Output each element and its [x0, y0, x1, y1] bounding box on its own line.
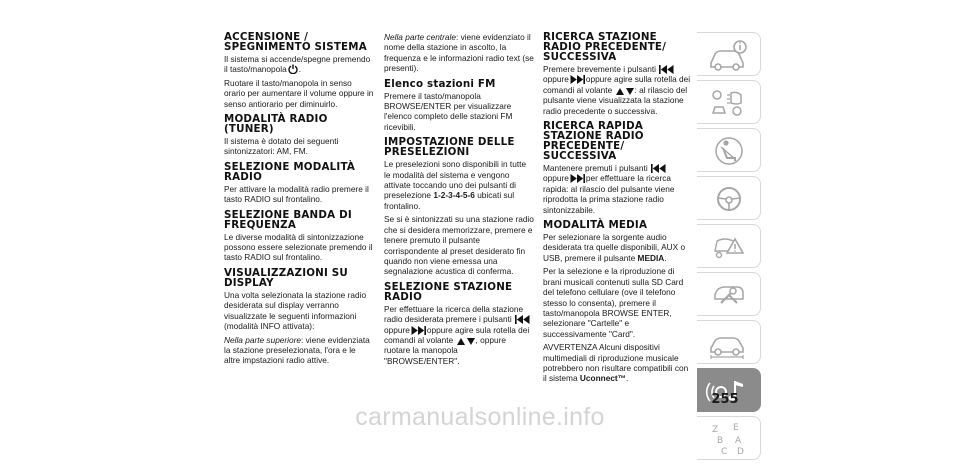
- tab-dashboard-lights[interactable]: [697, 80, 761, 124]
- para-ricerca-precedente: Premere brevemente i pulsanti oppure oppure agire sulla rotella dei comandi al volante : al rilascio del pulsante viene visualizzata la stazione radio precedente o successiva.: [543, 64, 691, 116]
- tab-service-tools[interactable]: [697, 272, 761, 316]
- para-preselezioni-2: Se si è sintonizzati su una stazione radio che si desidera memorizzare, premere e tenere premuto il pulsante corrispondente al preset desiderato fin quando non viene emessa una segnalazione acustica di conferma.: [384, 214, 534, 277]
- para-preselezioni-1: Le preselezioni sono disponibili in tutte le modalità del sistema e vengono attivate toccando uno dei pulsanti di preselezione 1-2-3-4-5-6 ubicati sul frontalino.: [384, 159, 527, 211]
- car-info-icon: [697, 33, 761, 77]
- seek-forward-icon: [570, 174, 585, 183]
- para-visualizzazioni: Una volta selezionata la stazione radio desiderata sul display verranno visualizzate le seguenti informazioni (modalità INFO attivata):: [224, 289, 367, 332]
- para-selezione-modalita: Per attivare la modalità radio premere il tasto RADIO sul frontalino.: [224, 183, 369, 205]
- para-ricerca-rapida: Mantenere premuti i pulsanti oppure per effettuare la ricerca rapida: al rilascio del pulsante viene riprodotta la prima stazione radio sintonizzabile.: [543, 163, 675, 215]
- para-media-avvertenza: AVVERTENZA Alcuni dispositivi multimediali di riproduzione musicale potrebbero non risultare compatibili con il sistema Uconnect™.: [543, 342, 689, 384]
- wheel-down-arrow-icon: [467, 338, 475, 345]
- text-column-1: [224, 32, 374, 371]
- heading-visualizzazioni: VISUALIZZAZIONI SU DISPLAY: [224, 266, 348, 289]
- wheel-up-arrow-icon: [616, 88, 624, 95]
- heading-elenco-stazioni: Elenco stazioni FM: [384, 77, 496, 90]
- wheel-up-arrow-icon: [457, 338, 465, 345]
- seek-back-icon: [515, 315, 530, 324]
- para-selezione-stazione: Per effettuare la ricerca della stazione radio desiderata premere i pulsanti oppure oppure agire sula rotella dei comandi al volante , oppure ruotare la manopola "BROWSE/ENTER".: [384, 303, 530, 366]
- para-tuner: Il sistema è dotato dei seguenti sintonizzatori: AM, FM.: [224, 136, 339, 157]
- power-knob-icon: [288, 64, 298, 74]
- wheel-down-arrow-icon: [626, 88, 634, 95]
- para-accensione-2: Ruotare il tasto/manopola in senso orario per aumentare il volume oppure in senso antiorario per diminuirlo.: [224, 77, 374, 109]
- heading-modalita-radio: MODALITÀ RADIO (TUNER): [224, 113, 328, 136]
- para-parte-centrale: Nella parte centrale: viene evidenziato il nome della stazione in ascolto, la frequenza e le informazioni radio text (se presenti).: [384, 32, 534, 74]
- para-parte-superiore: Nella parte superiore: viene evidenziata la stazione preselezionata, l'ora e le altre impstazioni radio attive.: [224, 334, 370, 366]
- heading-selezione-modalita: SELEZIONE MODALITÀ RADIO: [224, 160, 356, 183]
- tab-seat-safety[interactable]: [697, 128, 761, 172]
- seek-back-icon: [651, 164, 666, 173]
- specs-car-icon: [697, 321, 761, 365]
- seat-safety-icon: [697, 129, 761, 173]
- index-letter-d: D: [737, 447, 744, 457]
- dashboard-lights-icon: [697, 81, 761, 125]
- heading-selezione-banda: SELEZIONE BANDA DI FREQUENZA: [224, 208, 352, 231]
- seek-forward-icon: [570, 75, 585, 84]
- seek-forward-icon: [411, 326, 426, 335]
- tab-steering-wheel[interactable]: [697, 176, 761, 220]
- heading-ricerca-rapida: RICERCA RAPIDA STAZIONE RADIO PRECEDENTE/ SUCCESSIVA: [543, 120, 644, 163]
- para-media-2: Per la selezione e la riproduzione di brani musicali contenuti sulla SD Card del telefono cellulare (ove il telefono stesso lo consenta), premere il tasto/manopola BROWSE ENTER, selezionare "Cartelle" e successivamente "Card".: [543, 266, 684, 339]
- service-tools-icon: [697, 273, 761, 317]
- index-letter-c: C: [721, 447, 728, 457]
- steering-wheel-icon: [697, 177, 761, 221]
- index-letter-e: E: [733, 423, 739, 433]
- heading-modalita-media: MODALITÀ MEDIA: [543, 219, 648, 232]
- heading-accensione: ACCENSIONE / SPEGNIMENTO SISTEMA: [224, 31, 367, 53]
- para-elenco-stazioni: Premere il tasto/manopola BROWSE/ENTER per visualizzare l'elenco completo delle stazioni FM ricevibili.: [384, 90, 513, 132]
- index-letter-z: Z: [712, 425, 719, 435]
- seek-back-icon: [659, 65, 674, 74]
- para-selezione-banda: Le diverse modalità di sintonizzazione possono essere selezionate premendo il tasto RADIO sul frontalino.: [224, 231, 373, 263]
- text-column-3: [543, 32, 691, 389]
- para-media-1: Per selezionare la sorgente audio desiderata tra quelle disponibili, AUX o USB, premere il pulsante MEDIA.: [543, 232, 686, 263]
- heading-ricerca-precedente: RICERCA STAZIONE RADIO PRECEDENTE/ SUCCESSIVA: [543, 31, 667, 63]
- index-letter-b: B: [717, 436, 724, 446]
- text-column-2: [384, 32, 534, 371]
- tab-specs-car[interactable]: [697, 320, 761, 364]
- para-accensione-1: Il sistema si accende/spegne premendo il tasto/manopola .: [224, 54, 371, 75]
- tab-car-info[interactable]: [697, 32, 761, 76]
- heading-selezione-stazione: SELEZIONE STAZIONE RADIO: [384, 280, 513, 303]
- watermark-link[interactable]: carmanualsonline.info: [355, 403, 605, 431]
- heading-impostazione-preselezioni: IMPOSTAZIONE DELLE PRESELEZIONI: [384, 136, 515, 159]
- index-letter-a: A: [735, 436, 742, 446]
- page-number: 255: [711, 392, 739, 407]
- tab-warning[interactable]: [697, 224, 761, 268]
- warning-triangle-icon: [697, 225, 761, 269]
